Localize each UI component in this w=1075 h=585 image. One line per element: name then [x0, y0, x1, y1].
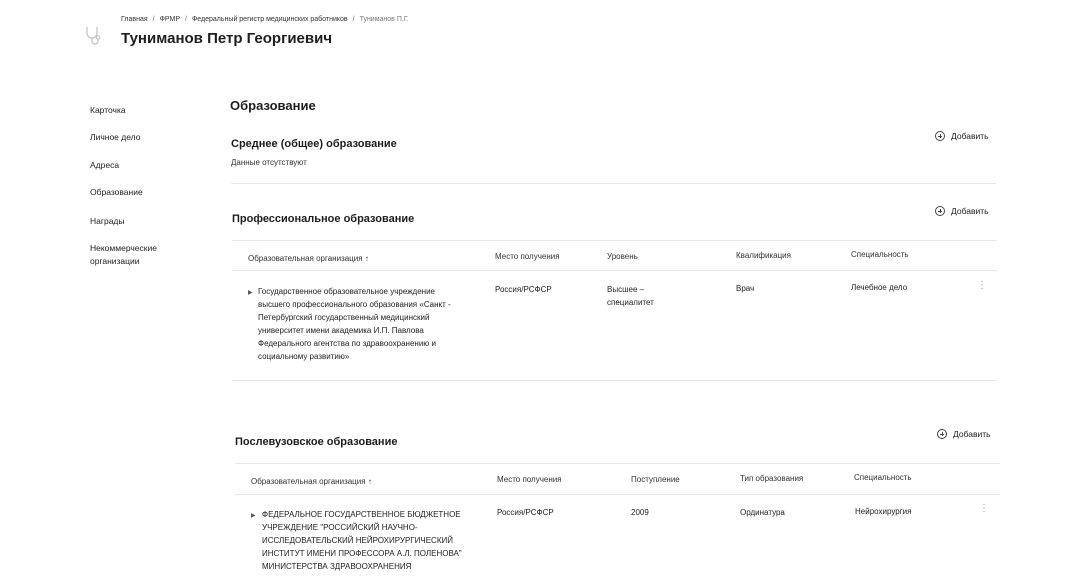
- sidebar-item-nonprofits[interactable]: Некоммерческие организации: [90, 243, 157, 266]
- divider: [232, 380, 997, 381]
- prof-col-specialty: Специальность: [851, 250, 909, 259]
- prof-row-place: Россия/РСФСР: [495, 285, 552, 294]
- expand-row-icon[interactable]: ▶: [251, 513, 256, 519]
- breadcrumb-home[interactable]: Главная: [121, 16, 148, 23]
- postgraduate-add-label: Добавить: [953, 429, 991, 439]
- post-row-type: Ординатура: [740, 508, 785, 517]
- sidebar-item-education[interactable]: Образование: [90, 187, 143, 197]
- breadcrumb-frmr[interactable]: ФРМР: [159, 16, 181, 23]
- post-col-place: Место получения: [497, 475, 562, 484]
- expand-row-icon[interactable]: ▶: [248, 290, 253, 296]
- prof-col-level: Уровень: [607, 252, 638, 261]
- post-row-specialty: Нейрохирургия: [855, 507, 912, 516]
- stethoscope-logo-icon: [82, 24, 104, 46]
- post-row-organization: ФЕДЕРАЛЬНОЕ ГОСУДАРСТВЕННОЕ БЮДЖЕТНОЕ УЧРЕЖДЕНИЕ "РОССИЙСКИЙ НАУЧНО- ИССЛЕДОВАТЕЛЬСКИЙ НЕЙРОХИРУРГИЧЕСКИЙ ИНСТИТУТ ИМЕНИ ПРОФЕССОРА А.Л. ПОЛЕНОВА" МИНИСТЕРСТВА ЗДРАВООХРАНЕНИЯ: [262, 510, 462, 571]
- prof-row-organization: Государственное образовательное учреждение высшего профессионального образования «Санкт - Петербургский государственный медицинский университет имени академика И.П. Павлова Федерального агентства по здравоохранению и социальному развитию»: [258, 287, 451, 361]
- divider: [231, 183, 996, 184]
- prof-col-place: Место получения: [495, 252, 560, 261]
- professional-education-title: Профессиональное образование: [232, 213, 415, 225]
- sidebar-item-addresses[interactable]: Адреса: [90, 160, 120, 170]
- add-circle-icon: [935, 131, 945, 141]
- prof-row-qualification: Врач: [736, 284, 755, 293]
- secondary-add-label: Добавить: [951, 131, 989, 141]
- prof-row-specialty: Лечебное дело: [851, 283, 908, 292]
- sidebar-item-card[interactable]: Карточка: [90, 105, 126, 115]
- sort-arrow-up-icon[interactable]: ↑: [364, 254, 369, 263]
- add-circle-icon: [937, 429, 947, 439]
- divider: [232, 270, 997, 271]
- secondary-education-title: Среднее (общее) образование: [231, 138, 397, 150]
- postgraduate-add-button[interactable]: [937, 429, 991, 439]
- post-col-type: Тип образования: [740, 474, 804, 483]
- divider: [232, 240, 997, 241]
- post-col-organization-label: Образовательная организация: [251, 477, 366, 486]
- post-row-admission: 2009: [631, 508, 649, 517]
- breadcrumb-registry[interactable]: Федеральный регистр медицинских работников: [191, 16, 348, 23]
- divider: [235, 463, 1000, 464]
- row-more-icon[interactable]: ⋮: [979, 503, 989, 514]
- postgraduate-education-title: Послевузовское образование: [235, 436, 398, 448]
- post-col-admission: Поступление: [631, 475, 680, 484]
- prof-col-organization[interactable]: [248, 254, 369, 263]
- secondary-empty-text: Данные отсутствуют: [231, 158, 307, 167]
- secondary-add-button[interactable]: [935, 131, 989, 141]
- prof-row-level: Высшее – специалитет: [607, 285, 654, 307]
- sort-arrow-up-icon[interactable]: ↑: [367, 477, 372, 486]
- sidebar-item-personal-file[interactable]: Личное дело: [90, 132, 141, 142]
- page-title: Туниманов Петр Георгиевич: [121, 30, 333, 47]
- row-more-icon[interactable]: ⋮: [977, 280, 987, 291]
- education-heading: Образование: [230, 98, 316, 113]
- sidebar-item-awards[interactable]: Награды: [90, 216, 125, 226]
- breadcrumb: Главная / ФРМР / Федеральный регистр медицинских работников / Туниманов П.Г.: [121, 16, 409, 23]
- professional-add-button[interactable]: [935, 206, 989, 216]
- post-row-place: Россия/РСФСР: [497, 508, 554, 517]
- professional-add-label: Добавить: [951, 206, 989, 216]
- add-circle-icon: [935, 206, 945, 216]
- prof-col-qualification: Квалификация: [736, 251, 791, 260]
- divider: [235, 494, 1000, 495]
- prof-col-organization-label: Образовательная организация: [248, 254, 363, 263]
- breadcrumb-current: Туниманов П.Г.: [359, 16, 409, 23]
- post-col-specialty: Специальность: [854, 473, 912, 482]
- post-col-organization[interactable]: [251, 477, 372, 486]
